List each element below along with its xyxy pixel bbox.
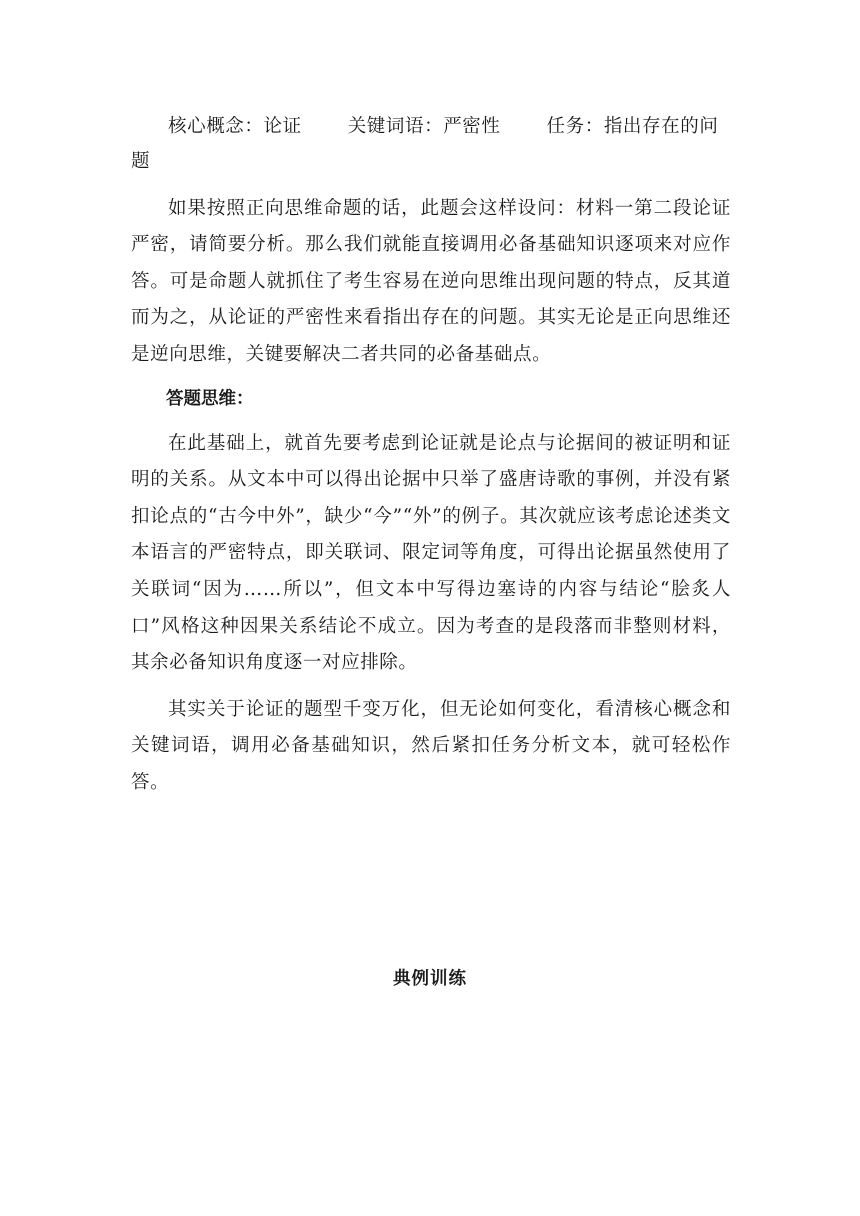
core-concept: 核心概念：论证 (168, 116, 302, 137)
answer-heading: 答题思维： (166, 388, 254, 409)
key-terms: 关键词语：严密性 (347, 116, 501, 137)
analysis-paragraph: 如果按照正向思维命题的话，此题会这样设问：材料一第二段论证严密，请简要分析。那么我们就能直接调用必备基础知识逐项来对应作答。可是命题人就抓住了考生容易在逆向思维出现问题的特点，反其道而为之，从论证的严密性来看指出存在的问题。其实无论是正向思维还是逆向思维，关键要解决二者共同的必备基础点。 (131, 197, 731, 365)
document-body (131, 104, 731, 802)
section-title: 典例训练 (393, 969, 467, 989)
concept-line-tail: 题 (131, 151, 151, 172)
answer-paragraph-1: 在此基础上，就首先要考虑到论证就是论点与论据间的被证明和证明的关系。从文本中可以得出论据中只举了盛唐诗歌的事例，并没有紧扣论点的“古今中外”，缺少“今”“外”的例子。其次就应该考虑论述类文本语言的严密特点，即关联词、限定词等角度，可得出论据虽然使用了关联词“因为……所以”，但文本中写得边塞诗的内容与结论“脍炙人口”风格这种因果关系结论不成立。因为考查的是段落而非整则材料，其余必备知识角度逐一对应排除。 (131, 432, 731, 674)
answer-paragraph-2: 其实关于论证的题型千变万化，但无论如何变化，看清核心概念和关键词语，调用必备基础知识，然后紧扣任务分析文本，就可轻松作答。 (131, 698, 731, 793)
concept-line (131, 104, 731, 150)
task-text: 任务：指出存在的问 (546, 116, 719, 137)
